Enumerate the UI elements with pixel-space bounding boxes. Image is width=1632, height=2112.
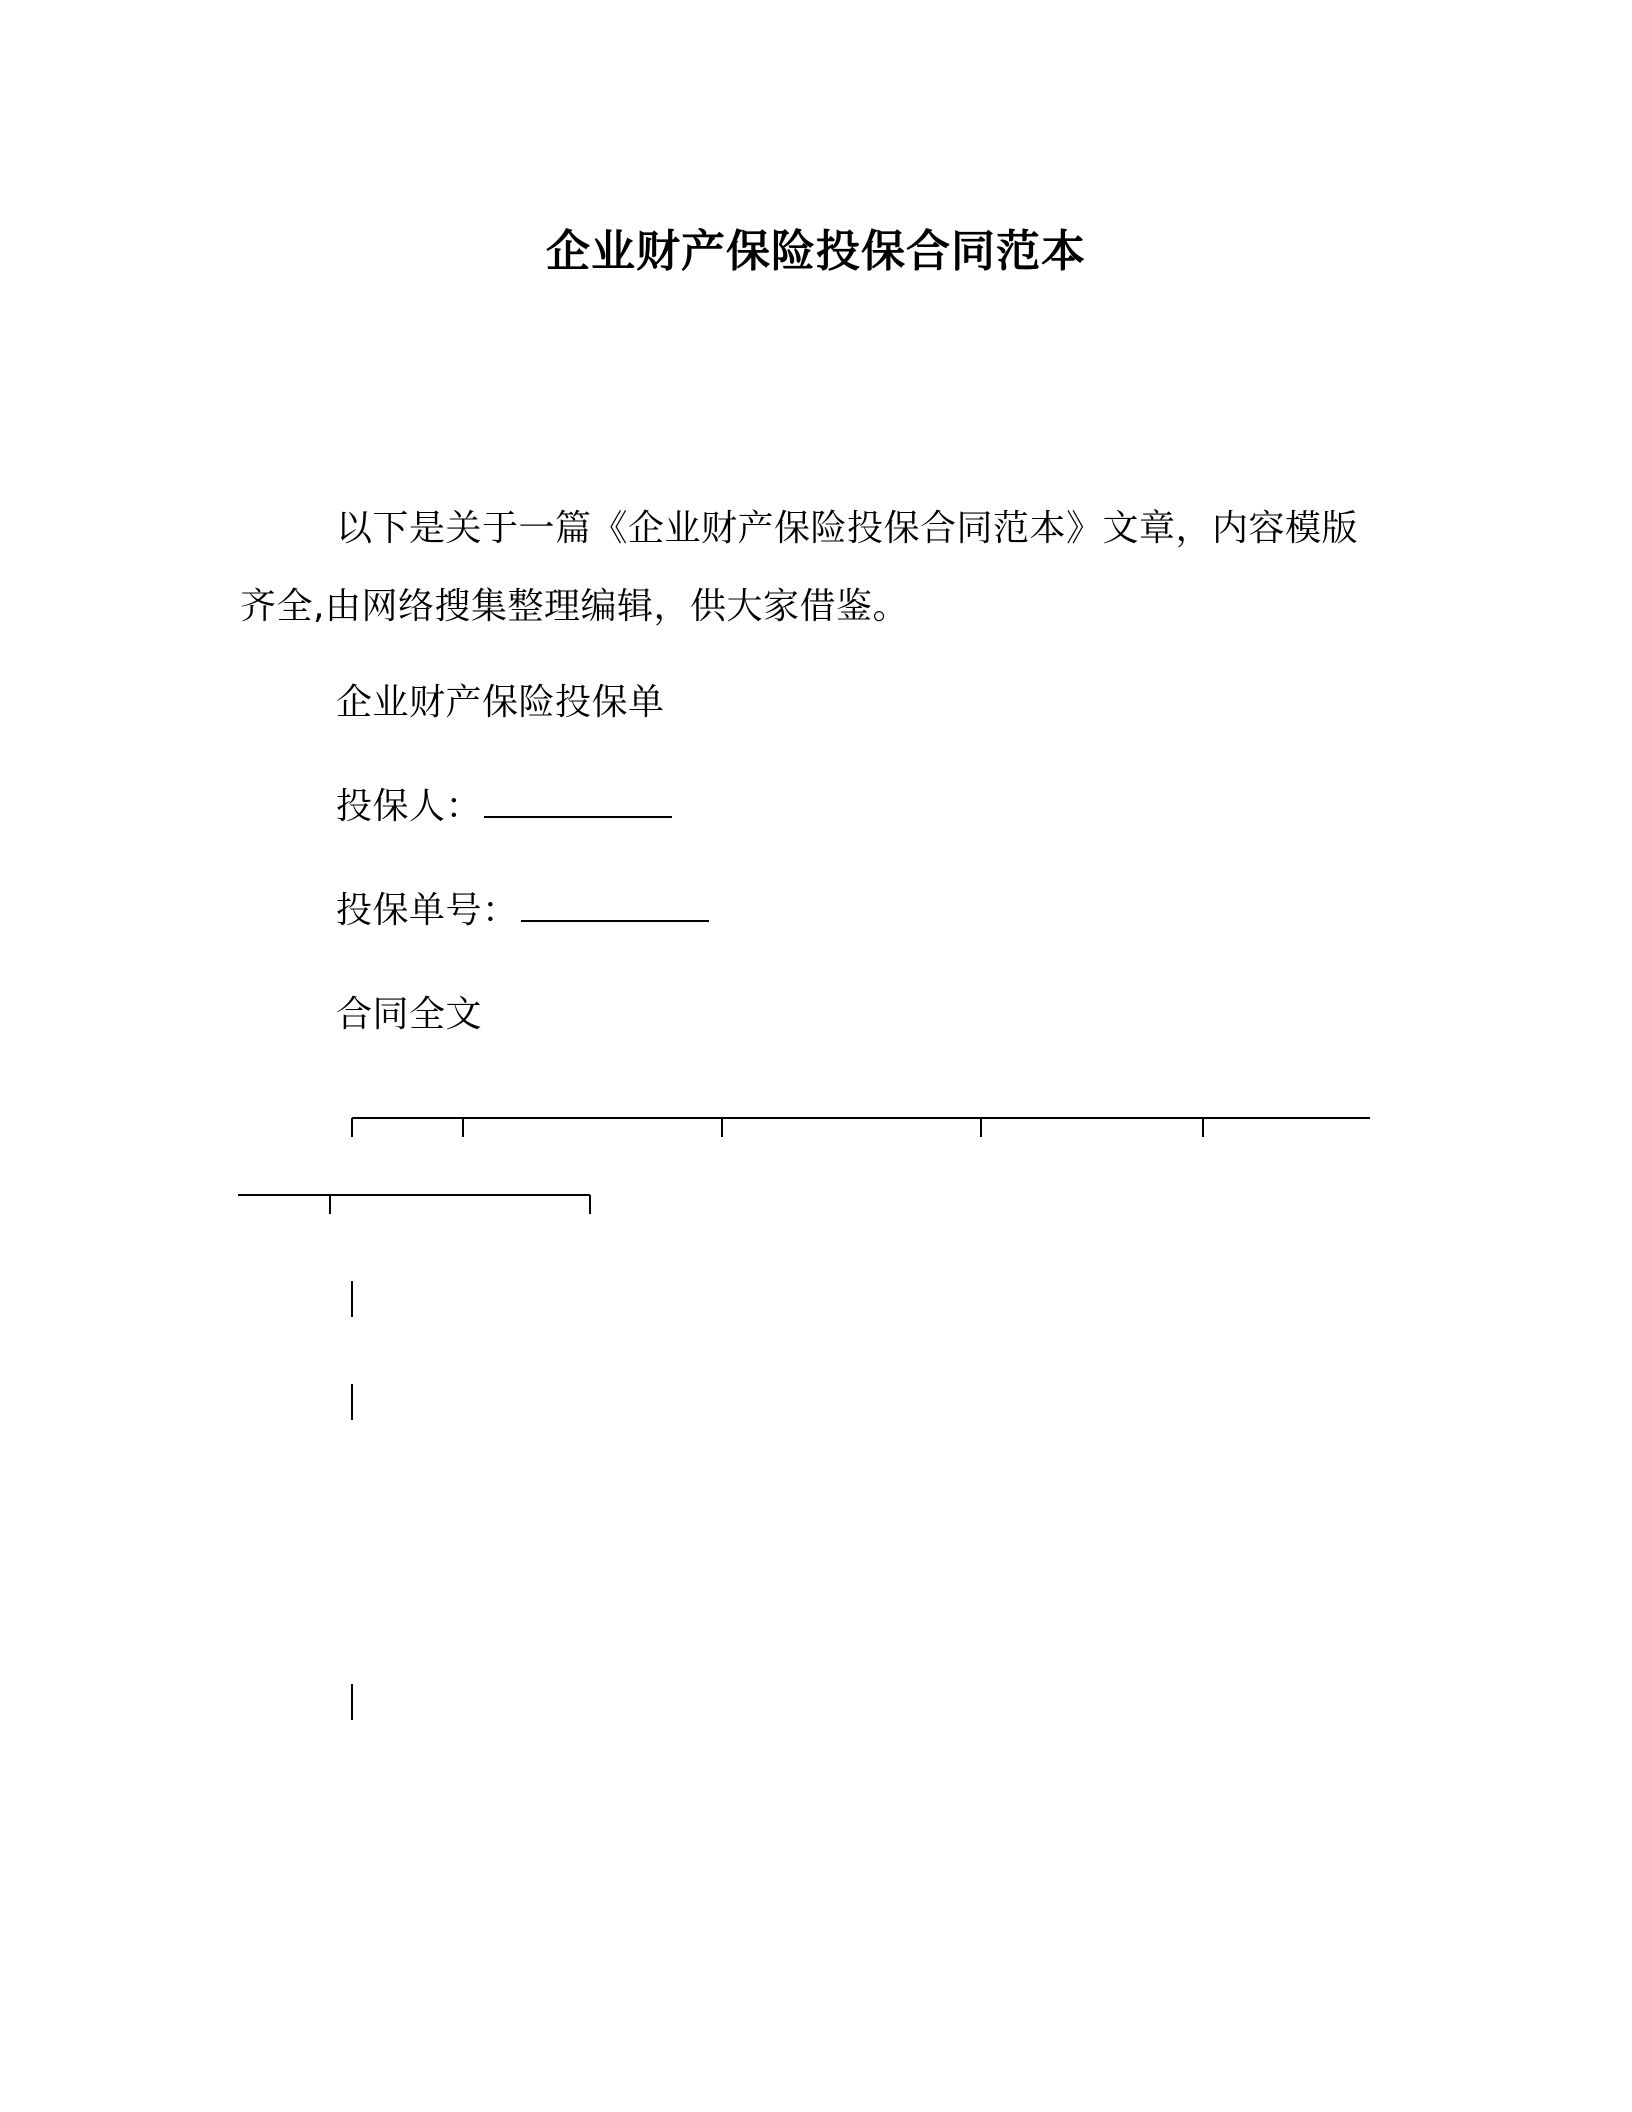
policy-number-label: 投保单号： bbox=[336, 890, 519, 931]
full-text-heading: 合同全文 bbox=[336, 994, 483, 1035]
form-heading: 企业财产保险投保单 bbox=[336, 682, 665, 723]
intro-paragraph: 以下是关于一篇《企业财产保险投保合同范本》文章，内容模版齐全,由网络搜集整理编辑，供大家借鉴。 bbox=[240, 508, 1359, 627]
applicant-label: 投保人： bbox=[336, 786, 483, 827]
document-title: 企业财产保险投保合同范本 bbox=[546, 226, 1086, 277]
